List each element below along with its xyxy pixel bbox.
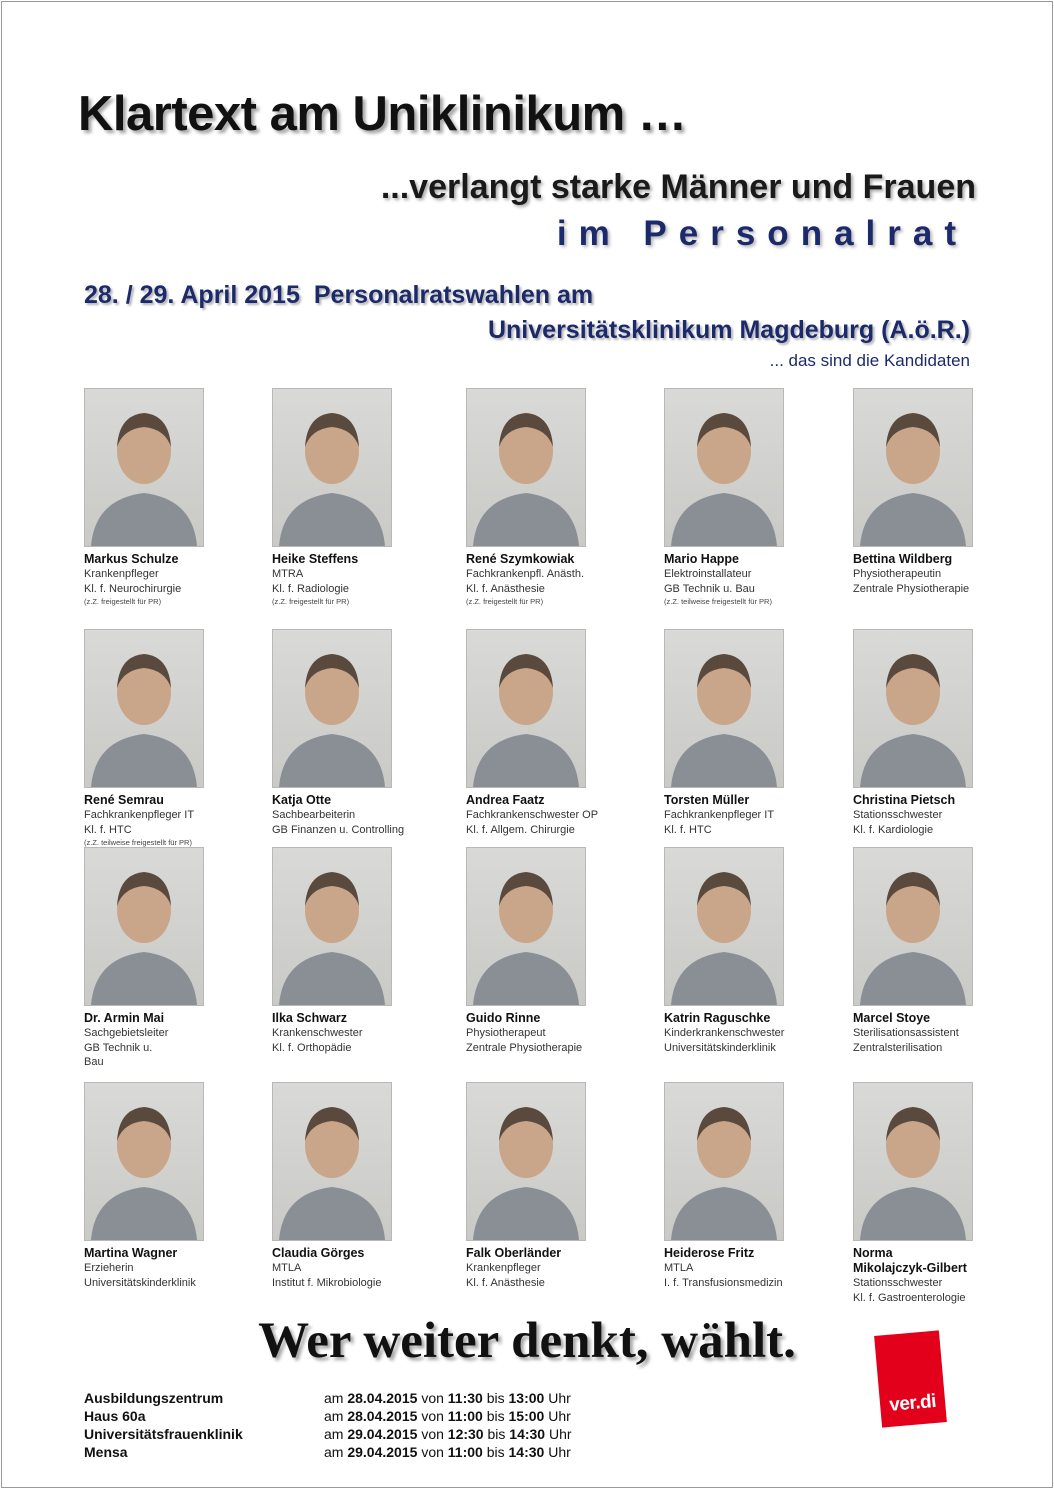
candidate-department: I. f. Transfusionsmedizin bbox=[664, 1276, 783, 1289]
candidate-name: Mario Happe bbox=[664, 552, 740, 566]
slogan: Wer weiter denkt, wählt. bbox=[258, 1313, 796, 1369]
candidate-role: Erzieherin bbox=[84, 1262, 134, 1274]
candidate-photo bbox=[853, 629, 973, 788]
candidate-photo bbox=[466, 1082, 586, 1241]
candidate-department: Bau bbox=[84, 1056, 104, 1068]
candidate-photo bbox=[466, 629, 586, 788]
candidate-department: Kl. f. Anästhesie bbox=[466, 1276, 545, 1289]
candidate-name: René Szymkowiak bbox=[466, 552, 575, 566]
portrait-silhouette-icon bbox=[665, 389, 783, 546]
candidate-photo bbox=[272, 629, 392, 788]
candidate-note: (z.Z. teilweise freigestellt für PR) bbox=[84, 838, 192, 847]
candidate-card bbox=[272, 388, 447, 607]
candidate-department: Kl. f. Gastroenterologie bbox=[853, 1291, 966, 1304]
verdi-logo bbox=[874, 1330, 947, 1427]
portrait-silhouette-icon bbox=[273, 848, 391, 1005]
candidate-department: GB Technik u. Bau bbox=[664, 582, 755, 595]
candidate-role: Sachgebietsleiter bbox=[84, 1027, 169, 1039]
candidate-role: Krankenpfleger bbox=[466, 1262, 541, 1274]
candidate-department: Kl. f. HTC bbox=[84, 823, 132, 836]
candidate-department: Zentralsterilisation bbox=[853, 1041, 943, 1054]
portrait-silhouette-icon bbox=[85, 848, 203, 1005]
institution-name: Universitätsklinikum Magdeburg (A.ö.R.) bbox=[487, 316, 970, 344]
schedule-von: von bbox=[421, 1426, 444, 1442]
schedule-time bbox=[324, 1390, 571, 1406]
schedule-to: 14:30 bbox=[508, 1444, 545, 1460]
portrait-silhouette-icon bbox=[273, 630, 391, 787]
candidate-photo bbox=[272, 1082, 392, 1241]
candidate-card bbox=[853, 388, 1028, 596]
candidate-role: MTRA bbox=[272, 568, 304, 580]
schedule-am: am bbox=[324, 1426, 344, 1442]
candidate-photo bbox=[664, 1082, 784, 1241]
candidate-name: Katrin Raguschke bbox=[664, 1011, 771, 1025]
candidate-role: Elektroinstallateur bbox=[664, 568, 752, 580]
schedule-unit: Uhr bbox=[548, 1444, 571, 1460]
candidate-role: Physiotherapeut bbox=[466, 1027, 546, 1039]
schedule-time bbox=[324, 1408, 571, 1424]
candidate-role: Fachkrankenpfl. Anästh. bbox=[466, 568, 585, 580]
portrait-silhouette-icon bbox=[854, 1083, 972, 1240]
schedule-date: 28.04.2015 bbox=[347, 1390, 418, 1406]
portrait-silhouette-icon bbox=[85, 630, 203, 787]
candidate-role: Krankenschwester bbox=[272, 1027, 363, 1039]
candidate-name: Norma bbox=[853, 1246, 893, 1260]
candidate-name: Falk Oberländer bbox=[466, 1246, 562, 1260]
candidate-role: Stationsschwester bbox=[853, 1277, 943, 1289]
candidate-note: (z.Z. freigestellt für PR) bbox=[84, 597, 162, 606]
portrait-silhouette-icon bbox=[854, 389, 972, 546]
schedule-row bbox=[84, 1426, 644, 1444]
candidate-name: Torsten Müller bbox=[664, 793, 750, 807]
candidate-name: Marcel Stoye bbox=[853, 1011, 931, 1025]
verdi-logo-text: ver.di bbox=[888, 1390, 937, 1416]
candidates-note: ... das sind die Kandidaten bbox=[769, 351, 970, 370]
schedule-time bbox=[324, 1426, 572, 1442]
candidate-photo bbox=[466, 847, 586, 1006]
candidate-name: Christina Pietsch bbox=[853, 793, 956, 807]
candidate-role: Stationsschwester bbox=[853, 809, 943, 821]
schedule-location: Mensa bbox=[84, 1444, 128, 1460]
schedule-von: von bbox=[421, 1390, 444, 1406]
candidate-department: Kl. f. HTC bbox=[664, 823, 712, 836]
candidate-card bbox=[466, 1082, 641, 1290]
voting-schedule bbox=[84, 1390, 644, 1462]
candidate-role: MTLA bbox=[664, 1262, 694, 1274]
portrait-silhouette-icon bbox=[854, 848, 972, 1005]
schedule-unit: Uhr bbox=[548, 1390, 571, 1406]
candidate-name: Markus Schulze bbox=[84, 552, 179, 566]
schedule-bis: bis bbox=[486, 1390, 505, 1406]
election-label: Personalratswahlen am bbox=[313, 281, 594, 309]
candidate-role: Sachbearbeiterin bbox=[272, 809, 356, 821]
portrait-silhouette-icon bbox=[665, 848, 783, 1005]
schedule-date: 28.04.2015 bbox=[347, 1408, 418, 1424]
poster-title: Klartext am Uniklinikum … bbox=[78, 87, 687, 141]
candidate-card bbox=[664, 629, 839, 837]
candidate-card bbox=[466, 629, 641, 837]
schedule-bis: bis bbox=[487, 1426, 506, 1442]
portrait-silhouette-icon bbox=[273, 1083, 391, 1240]
schedule-von: von bbox=[421, 1408, 444, 1424]
candidate-note: (z.Z. teilweise freigestellt für PR) bbox=[664, 597, 772, 606]
candidate-card bbox=[272, 1082, 447, 1290]
portrait-silhouette-icon bbox=[665, 630, 783, 787]
schedule-unit: Uhr bbox=[548, 1408, 571, 1424]
candidate-photo bbox=[853, 847, 973, 1006]
candidate-photo bbox=[272, 847, 392, 1006]
portrait-silhouette-icon bbox=[665, 1083, 783, 1240]
candidate-name: Claudia Görges bbox=[272, 1246, 365, 1260]
schedule-row bbox=[84, 1390, 644, 1408]
schedule-from: 11:00 bbox=[447, 1444, 483, 1460]
candidate-photo bbox=[664, 629, 784, 788]
portrait-silhouette-icon bbox=[85, 1083, 203, 1240]
schedule-to: 15:00 bbox=[508, 1408, 545, 1424]
candidate-photo bbox=[84, 1082, 204, 1241]
candidate-photo bbox=[853, 388, 973, 547]
candidate-card bbox=[272, 629, 447, 837]
candidate-role: Sterilisationsassistent bbox=[853, 1027, 959, 1039]
candidate-department: Kl. f. Allgem. Chirurgie bbox=[466, 823, 575, 836]
candidate-role: Physiotherapeutin bbox=[853, 568, 942, 580]
candidate-department: Kl. f. Radiologie bbox=[272, 582, 350, 595]
schedule-location: Ausbildungszentrum bbox=[84, 1390, 224, 1406]
candidate-card bbox=[853, 629, 1028, 837]
candidate-name: Andrea Faatz bbox=[466, 793, 545, 807]
candidate-card bbox=[272, 847, 447, 1055]
candidate-role: Kinderkrankenschwester bbox=[664, 1027, 785, 1039]
portrait-silhouette-icon bbox=[467, 389, 585, 546]
schedule-from: 12:30 bbox=[447, 1426, 484, 1442]
candidate-card bbox=[664, 847, 839, 1055]
candidate-role: Fachkrankenpfleger IT bbox=[664, 809, 775, 821]
candidate-card bbox=[84, 847, 259, 1070]
candidate-card bbox=[466, 388, 641, 607]
election-date-line bbox=[84, 281, 593, 310]
candidate-card bbox=[664, 1082, 839, 1290]
candidate-department: Kl. f. Neurochirurgie bbox=[84, 582, 182, 595]
candidate-department: Universitätskinderklinik bbox=[84, 1276, 196, 1289]
candidate-name: Heiderose Fritz bbox=[664, 1246, 755, 1260]
candidate-photo bbox=[664, 847, 784, 1006]
portrait-silhouette-icon bbox=[85, 389, 203, 546]
candidate-department: Kl. f. Anästhesie bbox=[466, 582, 545, 595]
candidate-department: GB Technik u. bbox=[84, 1041, 153, 1054]
schedule-am: am bbox=[324, 1390, 344, 1406]
schedule-location: Universitätsfrauenklinik bbox=[84, 1426, 243, 1442]
candidate-name: Bettina Wildberg bbox=[853, 552, 953, 566]
candidate-card bbox=[664, 388, 839, 607]
candidate-note: (z.Z. freigestellt für PR) bbox=[272, 597, 350, 606]
schedule-von: von bbox=[421, 1444, 444, 1460]
candidate-card bbox=[84, 388, 259, 607]
candidate-department: Institut f. Mikrobiologie bbox=[272, 1276, 382, 1289]
candidate-photo bbox=[664, 388, 784, 547]
candidate-note: (z.Z. freigestellt für PR) bbox=[466, 597, 544, 606]
schedule-row bbox=[84, 1444, 644, 1462]
candidate-name: Heike Steffens bbox=[272, 552, 359, 566]
schedule-am: am bbox=[324, 1444, 344, 1460]
portrait-silhouette-icon bbox=[467, 848, 585, 1005]
candidate-department: Zentrale Physiotherapie bbox=[466, 1041, 583, 1054]
candidate-photo bbox=[466, 388, 586, 547]
candidate-department: Zentrale Physiotherapie bbox=[853, 582, 970, 595]
candidate-role: Fachkrankenschwester OP bbox=[466, 809, 599, 821]
candidate-card bbox=[84, 629, 259, 848]
portrait-silhouette-icon bbox=[854, 630, 972, 787]
schedule-date: 29.04.2015 bbox=[347, 1426, 418, 1442]
candidate-name: Dr. Armin Mai bbox=[84, 1011, 165, 1025]
candidate-role: Fachkrankenpfleger IT bbox=[84, 809, 195, 821]
schedule-bis: bis bbox=[486, 1444, 505, 1460]
portrait-silhouette-icon bbox=[467, 630, 585, 787]
schedule-from: 11:30 bbox=[447, 1390, 483, 1406]
candidate-role: Krankenpfleger bbox=[84, 568, 159, 580]
candidate-name: Guido Rinne bbox=[466, 1011, 541, 1025]
candidate-card bbox=[84, 1082, 259, 1290]
candidate-name: Martina Wagner bbox=[84, 1246, 178, 1260]
candidate-card bbox=[853, 1082, 1028, 1305]
schedule-unit: Uhr bbox=[548, 1426, 572, 1442]
candidate-role: MTLA bbox=[272, 1262, 302, 1274]
schedule-location: Haus 60a bbox=[84, 1408, 146, 1424]
schedule-time bbox=[324, 1444, 571, 1460]
candidate-department: GB Finanzen u. Controlling bbox=[272, 823, 405, 836]
candidate-photo bbox=[84, 847, 204, 1006]
schedule-am: am bbox=[324, 1408, 344, 1424]
schedule-from: 11:00 bbox=[447, 1408, 483, 1424]
candidate-department: Universitätskinderklinik bbox=[664, 1041, 776, 1054]
schedule-to: 14:30 bbox=[509, 1426, 546, 1442]
schedule-bis: bis bbox=[486, 1408, 505, 1424]
candidate-card bbox=[466, 847, 641, 1055]
candidate-photo bbox=[853, 1082, 973, 1241]
candidate-photo bbox=[84, 388, 204, 547]
candidate-photo bbox=[272, 388, 392, 547]
poster-highlight: im Personalrat bbox=[556, 214, 968, 253]
candidate-department: Kl. f. Orthopädie bbox=[272, 1041, 352, 1054]
candidate-name: Katja Otte bbox=[272, 793, 332, 807]
schedule-to: 13:00 bbox=[508, 1390, 545, 1406]
candidate-name: Ilka Schwarz bbox=[272, 1011, 348, 1025]
schedule-row bbox=[84, 1408, 644, 1426]
candidate-department: Kl. f. Kardiologie bbox=[853, 823, 934, 836]
election-date: 28. / 29. April 2015 bbox=[84, 281, 300, 309]
candidate-name-continued: Mikolajczyk-Gilbert bbox=[853, 1261, 967, 1275]
schedule-date: 29.04.2015 bbox=[347, 1444, 418, 1460]
portrait-silhouette-icon bbox=[467, 1083, 585, 1240]
candidate-photo bbox=[84, 629, 204, 788]
candidate-name: René Semrau bbox=[84, 793, 164, 807]
candidate-card bbox=[853, 847, 1028, 1055]
poster-subtitle: ...verlangt starke Männer und Frauen bbox=[380, 168, 976, 206]
portrait-silhouette-icon bbox=[273, 389, 391, 546]
